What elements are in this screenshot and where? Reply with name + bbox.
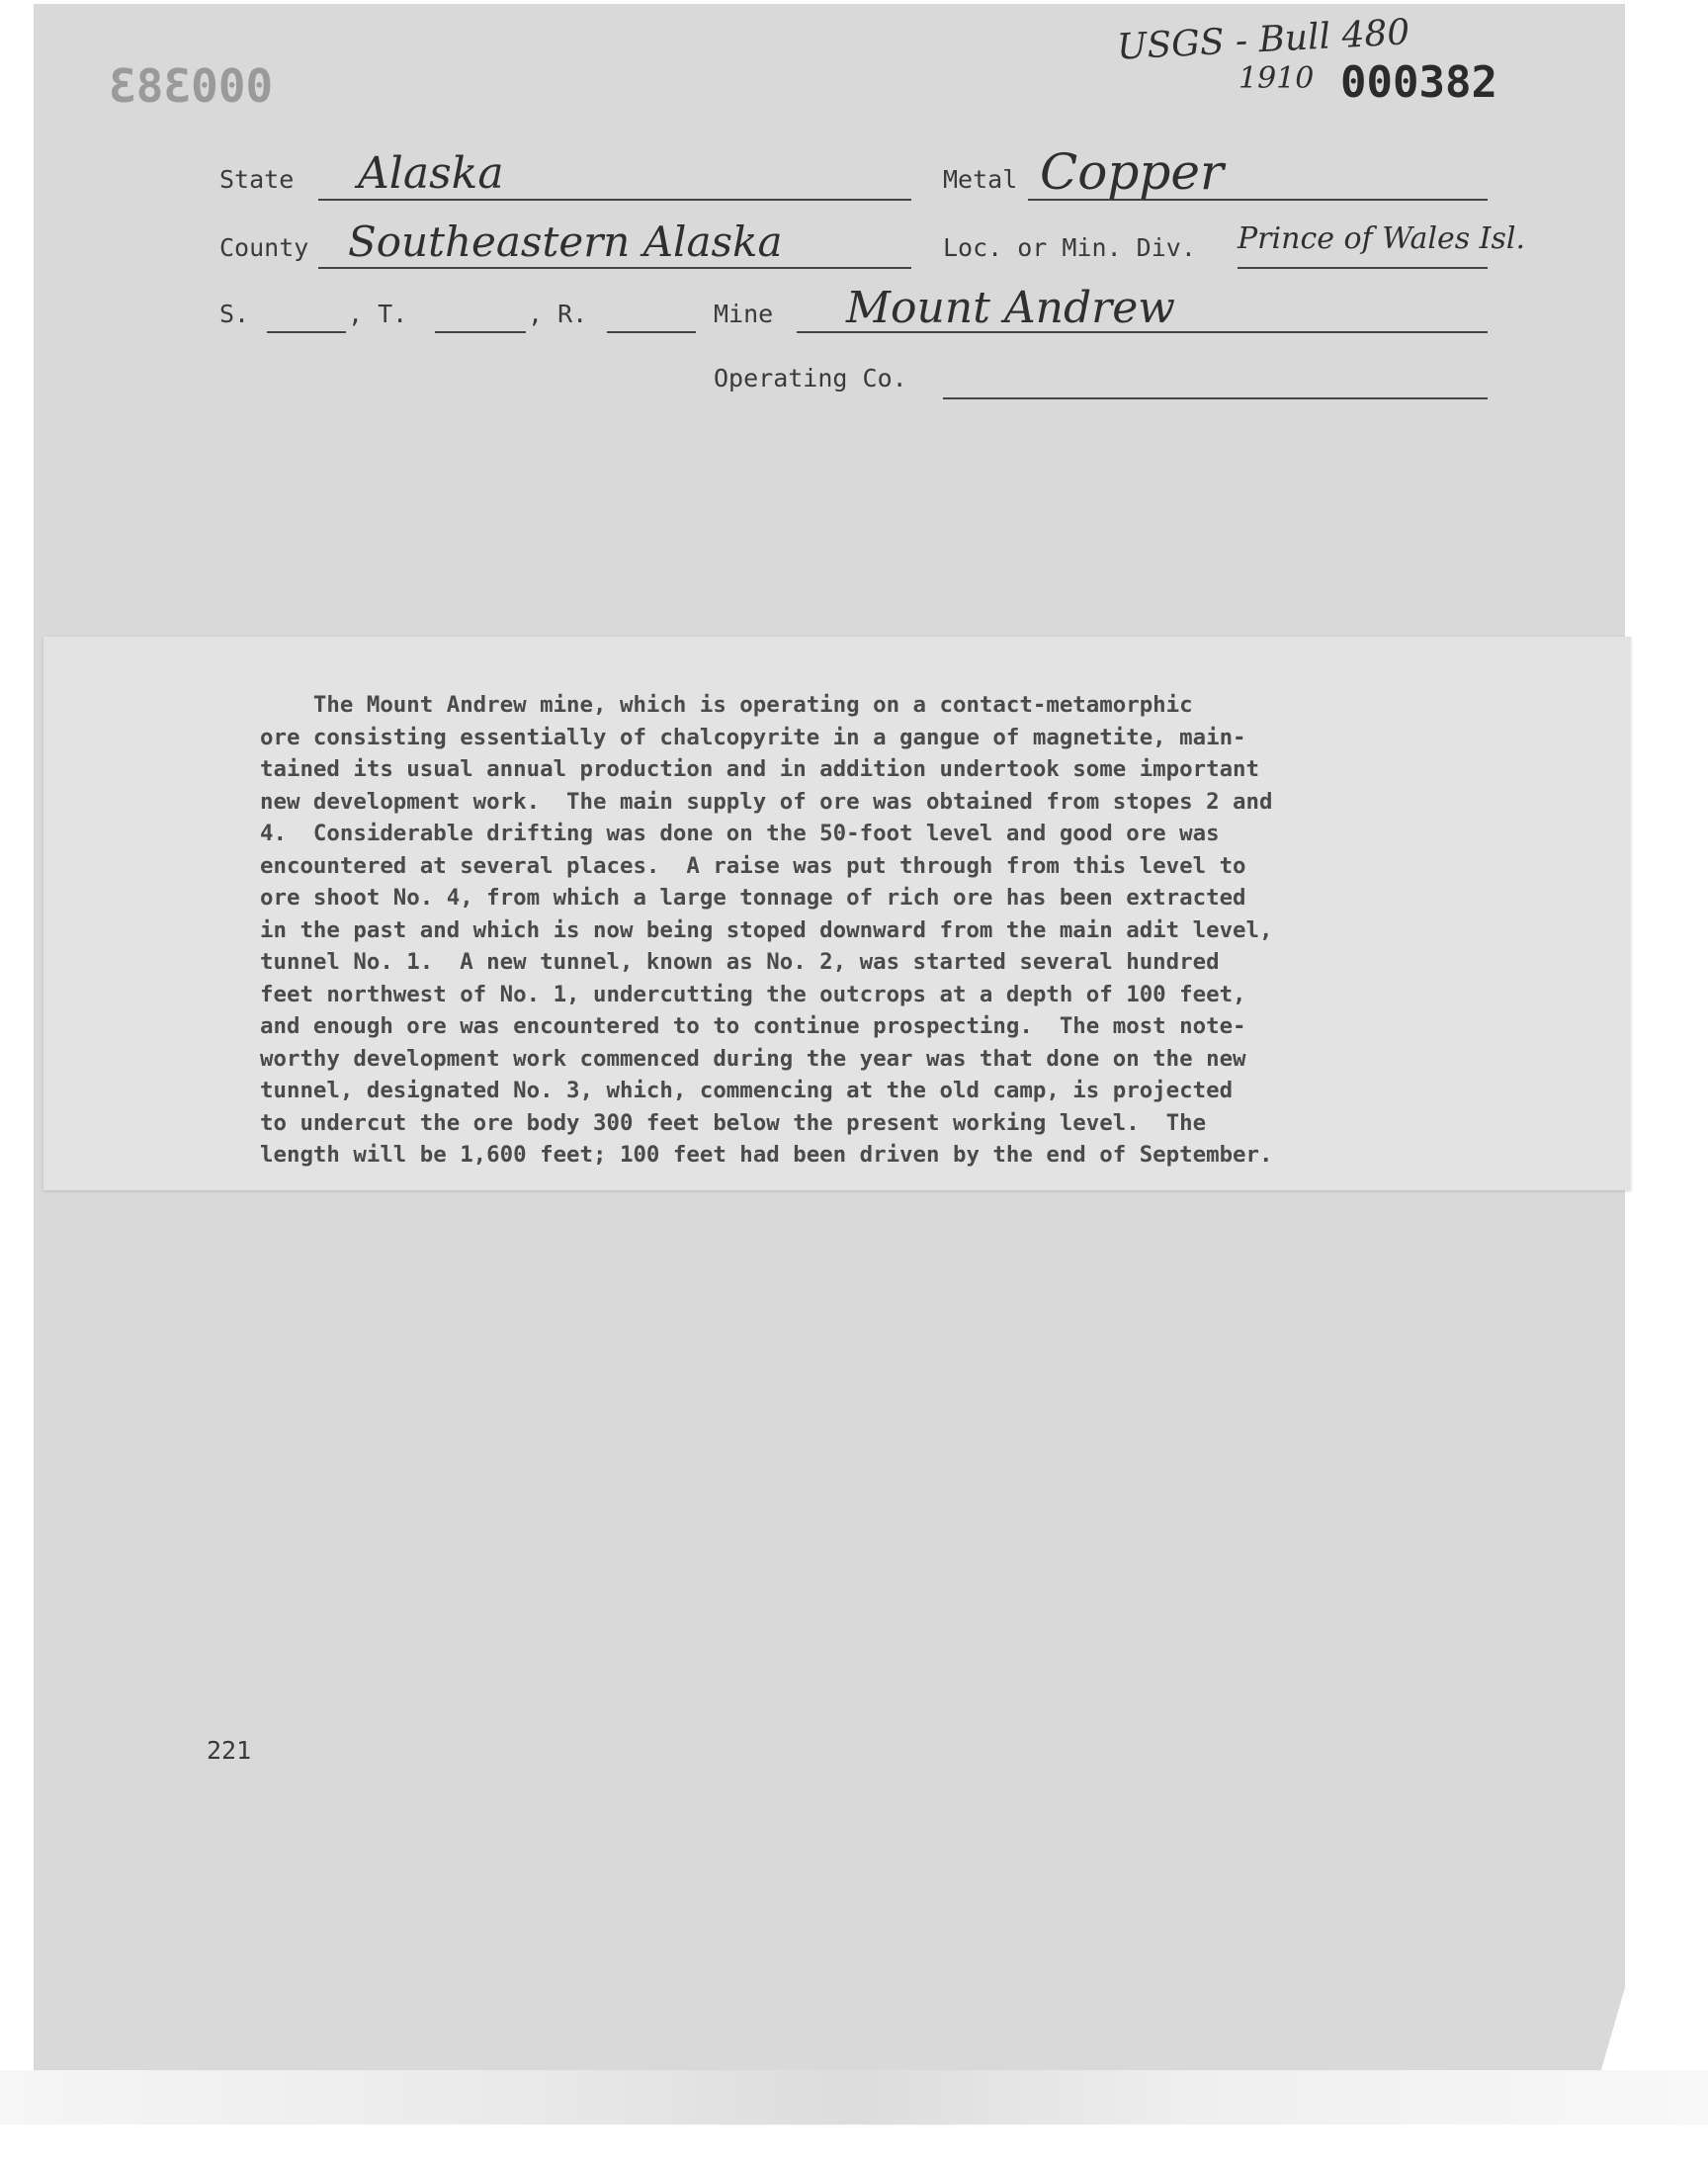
- typed-line: tunnel No. 1. A new tunnel, known as No. 2, was started several hundred: [260, 949, 1220, 975]
- section-label: S.: [219, 300, 250, 328]
- operating-line: [943, 397, 1488, 399]
- typed-line: tunnel, designated No. 3, which, commencing at the old camp, is projected: [260, 1078, 1234, 1103]
- range-line: [607, 331, 696, 333]
- typed-line: and enough ore was encountered to to continue prospecting. The most note-: [260, 1013, 1246, 1039]
- mine-value: Mount Andrew: [846, 283, 1175, 333]
- typed-line: in the past and which is now being stoped downward from the main adit level,: [260, 916, 1273, 943]
- typed-line: ore consisting essentially of chalcopyrite in a gangue of magnetite, main-: [260, 724, 1246, 750]
- typed-line: worthy development work commenced during the year was that done on the new: [260, 1045, 1246, 1072]
- loc-line: [1238, 267, 1488, 269]
- loc-label: Loc. or Min. Div.: [943, 233, 1196, 262]
- mine-label: Mine: [714, 300, 774, 328]
- metal-value: Copper: [1040, 143, 1224, 201]
- typed-line: ore shoot No. 4, from which a large tonnage of rich ore has been extracted: [260, 885, 1246, 911]
- typed-line: 4. Considerable drifting was done on the 50-foot level and good ore was: [260, 821, 1220, 846]
- handwritten-annotation-line1: USGS - Bull 480: [1116, 12, 1411, 68]
- typed-paragraph: [260, 689, 1525, 1172]
- state-value: Alaska: [358, 148, 504, 199]
- typed-line: encountered at several places. A raise was put through from this level to: [260, 852, 1246, 879]
- section-line: [267, 331, 346, 333]
- typed-line: to undercut the ore body 300 feet below the present working level. The: [260, 1109, 1207, 1136]
- mirrored-record-stamp: 000383: [109, 59, 274, 113]
- county-line: [318, 267, 911, 269]
- typed-line: The Mount Andrew mine, which is operating on a contact-metamorphic: [260, 692, 1193, 718]
- typed-line: feet northwest of No. 1, undercutting the outcrops at a depth of 100 feet,: [260, 981, 1246, 1007]
- record-number-stamp: 000382: [1340, 57, 1497, 108]
- county-label: County: [219, 233, 309, 262]
- township-line: [435, 331, 526, 333]
- typed-line: tained its usual annual production and in addition undertook some important: [260, 756, 1260, 782]
- township-label: , T.: [348, 300, 408, 328]
- page-number: 221: [207, 1736, 252, 1765]
- metal-label: Metal: [943, 165, 1018, 194]
- typed-line: length will be 1,600 feet; 100 feet had been driven by the end of September.: [260, 1142, 1273, 1168]
- range-label: , R.: [528, 300, 588, 328]
- scan-edge: [0, 2070, 1708, 2125]
- county-value: Southeastern Alaska: [348, 218, 783, 266]
- handwritten-annotation-line2: 1910: [1238, 61, 1315, 96]
- loc-value: Prince of Wales Isl.: [1238, 221, 1526, 256]
- state-line: [318, 199, 911, 201]
- operating-label: Operating Co.: [714, 364, 907, 392]
- typed-line: new development work. The main supply of ore was obtained from stopes 2 and: [260, 788, 1273, 815]
- state-label: State: [219, 165, 295, 194]
